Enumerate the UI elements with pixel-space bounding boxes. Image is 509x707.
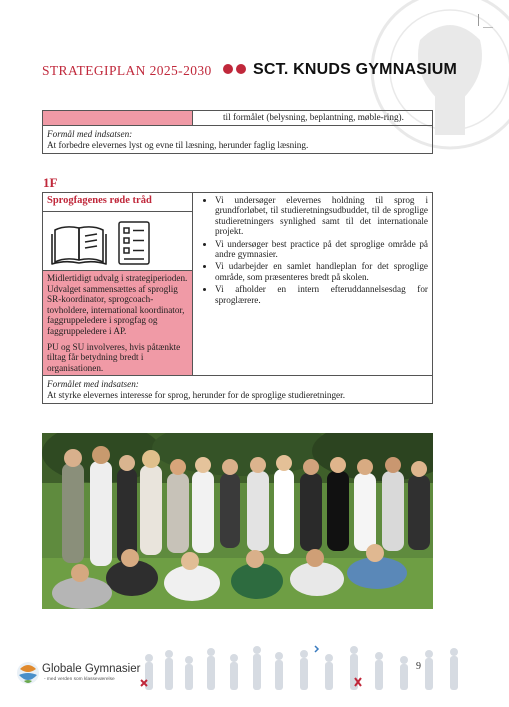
action-item: • Vi undersøger elevernes holdning til sprog i grundforløbet, til studieretningsudbuddet, til de sproglige studieretningers synlighed samt til det internationale projekt. — [215, 195, 428, 237]
continued-text: til formålet (belysning, beplantning, møble-ring). — [193, 111, 433, 126]
section-purpose-text: At styrke elevernes interesse for sprog, herunder for de sproglige studieretninger. — [47, 390, 345, 401]
logo-main-text: Globale Gymnasier — [42, 663, 141, 675]
section-purpose-label: Formålet med indsatsen: — [47, 379, 139, 390]
section-purpose-cell — [43, 376, 433, 404]
purpose-text: At forbedre elevernes lyst og evne til læsning, herunder faglig læsning. — [47, 139, 309, 150]
action-item: • Vi undersøger best practice på det sproglige område på andre gymnasier. — [215, 239, 428, 260]
organisation-text: Midlertidigt udvalg i strategiperioden. Udvalget sammensættes af sproglig SR-koordinator, sprogcoach-tovholdere, international koordinator, faggruppeledere i sprogfag og faggruppeledere i AP. — [47, 273, 188, 336]
header-dots-icon — [223, 64, 246, 74]
icons-cell — [43, 212, 193, 271]
section-number: 1F — [43, 175, 58, 190]
continued-left-cell — [43, 111, 193, 126]
purpose-label: Formål med indsatsen: — [47, 128, 133, 139]
corner-dash — [483, 27, 493, 28]
page-number: 9 — [416, 661, 421, 672]
students-photo — [42, 433, 433, 609]
section-table — [42, 192, 433, 404]
section-title: Sprogfagenes røde tråd — [43, 193, 193, 212]
corner-mark — [478, 14, 479, 26]
strategy-plan-title: STRATEGIPLAN 2025-2030 — [42, 63, 212, 78]
continued-table — [42, 110, 433, 154]
action-item: • Vi udarbejder en samlet handleplan for det sproglige område, som præsenteres bredt på skolen. — [215, 261, 428, 282]
book-icon — [52, 227, 106, 264]
logo-sub-text: - med verden som klasseværelse — [44, 677, 115, 682]
involvement-text: PU og SU involveres, hvis påtænkte tiltag får betydning bredt i organisationen. — [47, 341, 181, 373]
footer-silhouettes — [135, 640, 475, 690]
checklist-icon — [119, 222, 149, 264]
action-item: • Vi afholder en intern efteruddannelsesdag for sproglærere. — [215, 284, 428, 305]
organisation-cell — [43, 271, 193, 376]
actions-list — [197, 195, 428, 305]
purpose-cell — [43, 125, 433, 153]
actions-cell — [193, 193, 433, 376]
school-name: SCT. KNUDS GYMNASIUM — [253, 61, 458, 78]
